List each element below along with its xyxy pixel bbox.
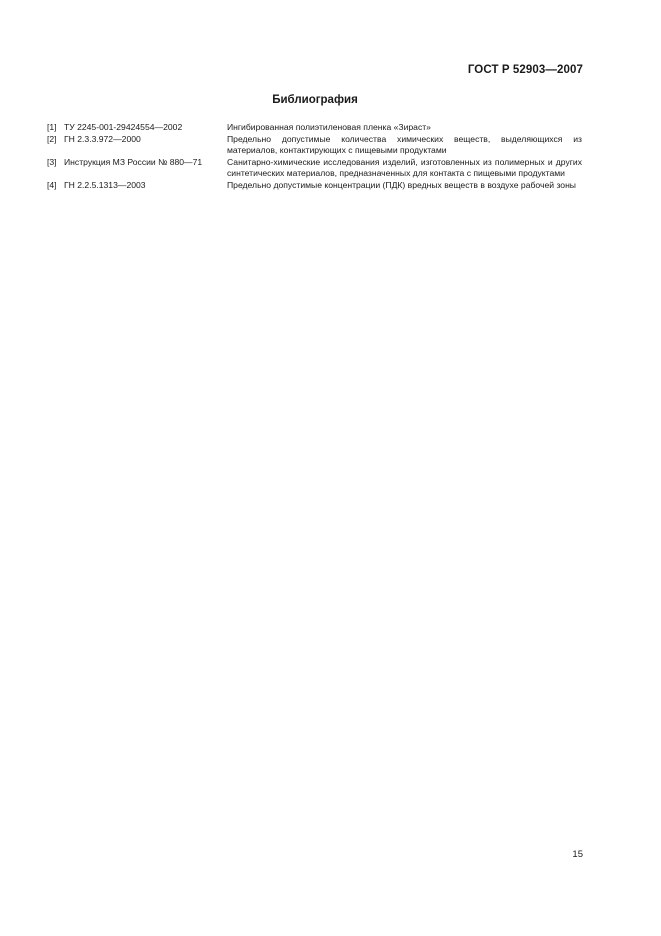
- bibliography-entry: [47, 180, 582, 192]
- entry-description: Предельно допустимые концентрации (ПДК) вредных веществ в воздухе рабочей зоны: [227, 179, 576, 190]
- entry-code: ГН 2.2.5.1313—2003: [64, 179, 146, 190]
- entry-number: [3]: [47, 156, 57, 167]
- entry-code: Инструкция МЗ России № 880—71: [64, 156, 203, 167]
- entry-description: Ингибированная полиэтиленовая пленка «Зираст»: [227, 122, 431, 132]
- document-code-header: ГОСТ Р 52903—2007: [467, 64, 583, 76]
- bibliography-entry: [47, 122, 582, 134]
- entry-number: [2]: [47, 133, 57, 144]
- section-title: Библиография: [272, 94, 358, 106]
- bibliography-entry: [47, 157, 582, 180]
- entry-code: ГН 2.3.3.972—2000: [64, 133, 141, 144]
- page-number: 15: [572, 849, 583, 860]
- bibliography-list: [47, 122, 582, 191]
- entry-code: ТУ 2245-001-29424554—2002: [64, 122, 183, 132]
- bibliography-entry: [47, 134, 582, 157]
- entry-number: [1]: [47, 122, 57, 132]
- entry-description: Предельно допустимые количества химических веществ, выделяющихся из материалов, контактирующих с пищевыми продуктами: [227, 133, 582, 155]
- entry-description: Санитарно-химические исследования изделий, изготовленных из полимерных и других синтетических материалов, предназначенных для контакта с пищевыми продуктами: [227, 156, 582, 178]
- entry-number: [4]: [47, 179, 57, 190]
